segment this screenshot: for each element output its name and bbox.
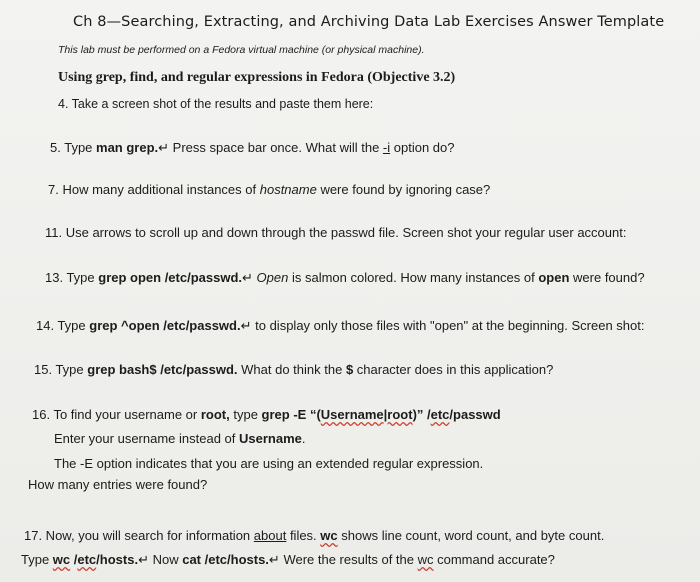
command: )” /	[412, 407, 431, 422]
dollar-symbol: $	[345, 362, 354, 377]
question-5	[50, 140, 454, 156]
etc-path: etc	[430, 407, 450, 422]
question-17	[24, 528, 604, 543]
text: option do?	[390, 140, 455, 155]
text: 5. Type	[50, 140, 97, 155]
command: grep -E “(	[261, 407, 321, 422]
text: Press space bar once. What will the	[169, 140, 383, 155]
question-14	[36, 318, 645, 334]
about-link: about	[253, 528, 287, 543]
question-7	[48, 182, 490, 197]
text: .	[301, 431, 306, 446]
wc-term: wc	[417, 552, 434, 567]
question-16	[32, 407, 501, 422]
enter-glyph: ↵	[138, 552, 149, 567]
command: man grep.	[96, 140, 159, 155]
text: Enter your username instead of	[54, 431, 239, 446]
text: Type	[21, 552, 53, 567]
document-title: Ch 8—Searching, Extracting, and Archiving Data Lab Exercises Answer Template	[73, 14, 665, 30]
text: 14. Type	[36, 318, 90, 333]
etc-path: etc	[77, 552, 97, 567]
wc-term: wc	[320, 528, 338, 543]
text: type	[229, 407, 262, 422]
question-17-line-2	[21, 552, 555, 568]
text: command accurate?	[433, 552, 555, 567]
text: files.	[286, 528, 321, 543]
text: 13. Type	[45, 270, 99, 285]
command: cat /etc/hosts.	[182, 552, 269, 567]
text: is salmon colored. How many instances of	[288, 270, 539, 285]
root-term: root,	[200, 407, 230, 422]
text: 15. Type	[34, 362, 88, 377]
command: grep open /etc/passwd.	[98, 270, 243, 285]
pattern: Username|root	[320, 407, 413, 422]
text: 7. How many additional instances of	[48, 182, 260, 197]
text: 16. To find your username or	[32, 407, 201, 422]
text: to display only those files with "open" at the beginning. Screen shot:	[251, 318, 645, 333]
enter-glyph: ↵	[268, 552, 280, 567]
wc-term: wc	[52, 552, 71, 567]
question-13	[45, 270, 645, 286]
command: /	[70, 552, 78, 567]
question-4: 4. Take a screen shot of the results and paste them here:	[58, 97, 374, 111]
enter-glyph: ↵	[242, 270, 253, 285]
text: Were the results of the	[279, 552, 418, 567]
text: character does in this application?	[353, 362, 554, 377]
command: grep bash$ /etc/passwd.	[87, 362, 238, 377]
command: /hosts.	[96, 552, 139, 567]
username-term: Username	[239, 431, 302, 446]
question-16-line-2	[54, 431, 306, 446]
enter-glyph: ↵	[158, 140, 170, 155]
open-bold: open	[538, 270, 570, 285]
text: Now	[148, 552, 183, 567]
lab-note: This lab must be performed on a Fedora virtual machine (or physical machine).	[58, 44, 425, 56]
text: What do think the	[237, 362, 346, 377]
question-16-line-3: The -E option indicates that you are using an extended regular expression.	[54, 456, 484, 471]
open-term: Open	[256, 270, 289, 285]
text: shows line count, word count, and byte count.	[337, 528, 605, 543]
text: were found?	[569, 270, 645, 285]
command: grep ^open /etc/passwd.	[89, 318, 241, 333]
hostname-term: hostname	[259, 182, 317, 197]
command: /passwd	[449, 407, 501, 422]
question-11: 11. Use arrows to scroll up and down through the passwd file. Screen shot your regular user account:	[45, 225, 627, 240]
question-15	[34, 362, 553, 377]
text: were found by ignoring case?	[316, 182, 491, 197]
question-16-line-4: How many entries were found?	[28, 477, 208, 492]
text: 17. Now, you will search for information	[24, 528, 254, 543]
enter-glyph: ↵	[240, 318, 252, 333]
section-heading: Using grep, find, and regular expressions in Fedora (Objective 3.2)	[58, 70, 456, 85]
option: -i	[382, 140, 391, 155]
